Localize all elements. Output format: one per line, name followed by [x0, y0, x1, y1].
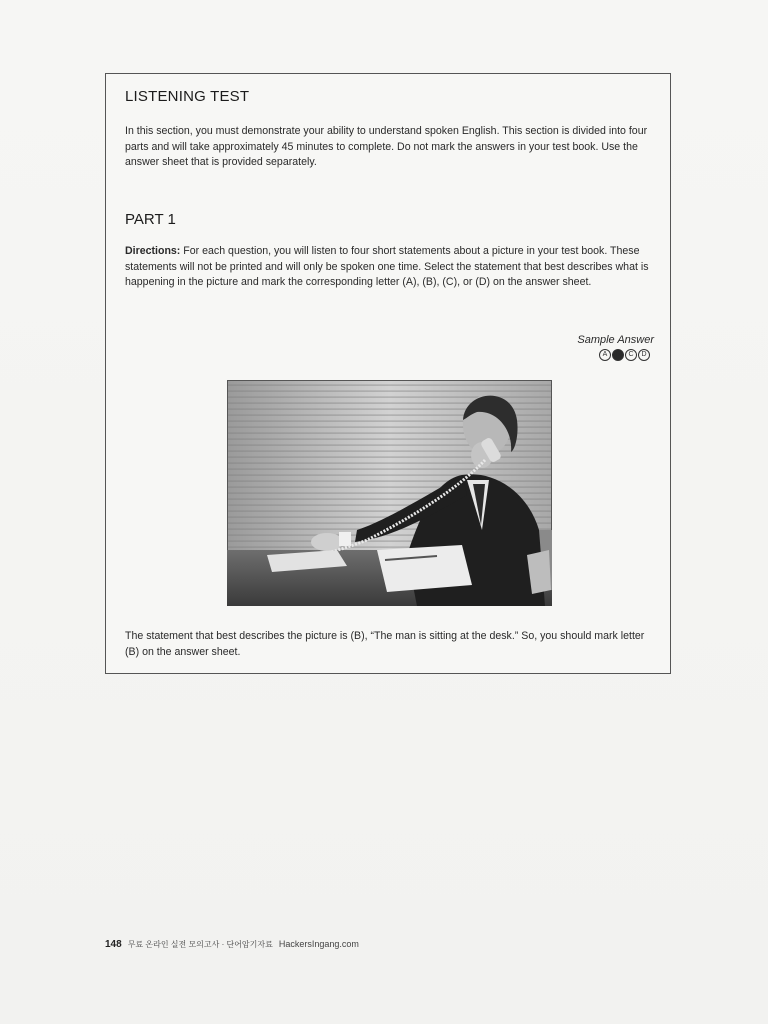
bubble-c: C [625, 349, 637, 361]
directions-label: Directions: [125, 245, 181, 257]
footer-url: HackersIngang.com [278, 939, 359, 949]
intro-paragraph: In this section, you must demonstrate your ability to understand spoken English. This section is divided into four parts and will take approximately 45 minutes to complete. Do not mark the answers in your test book. Use the answer sheet that is provided separately. [125, 125, 648, 168]
page-number: 148 [105, 939, 122, 950]
section-title: LISTENING TEST [125, 88, 250, 105]
sample-answer-label: Sample Answer [577, 334, 654, 346]
directions-text: For each question, you will listen to four short statements about a picture in your test book. These statements will not be printed and will only be spoken one time. Select the statement that best describes what is happening in the picture and mark the corresponding letter (A), (B), (C), or (D) on the answer sheet. [125, 245, 649, 288]
bubble-a: A [599, 349, 611, 361]
caption-paragraph: The statement that best describes the picture is (B), “The man is sitting at the desk.” So, you should mark letter (B) on the answer sheet. [125, 630, 645, 658]
man-on-phone-photo [227, 380, 552, 606]
content-box [105, 73, 671, 674]
bubble-d: D [638, 349, 650, 361]
directions-paragraph [125, 244, 660, 291]
bubble-b-filled: B [612, 349, 624, 361]
sample-answer-bubbles [599, 349, 650, 361]
sample-photo [227, 380, 552, 606]
part-title: PART 1 [125, 211, 176, 228]
page-footer [105, 939, 359, 950]
footer-book-text: 무료 온라인 실전 모의고사 · 단어암기자료 [127, 940, 273, 949]
